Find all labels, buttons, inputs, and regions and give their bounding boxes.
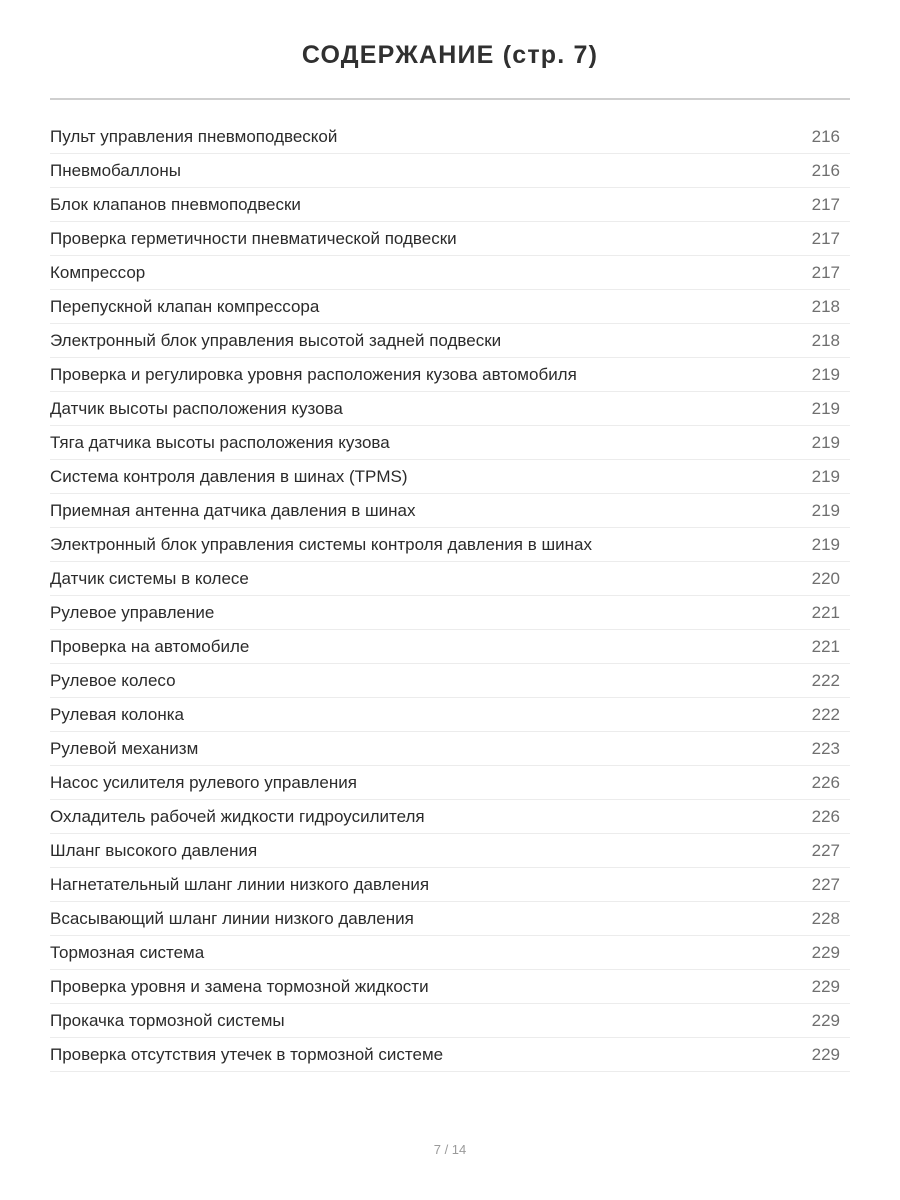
toc-entry-page: 229 [811, 1011, 840, 1030]
toc-entry-title: Рулевой механизм [50, 739, 199, 758]
toc-entry[interactable] [50, 732, 850, 766]
toc-entry-title: Перепускной клапан компрессора [50, 297, 320, 316]
toc-entry[interactable] [50, 358, 850, 392]
toc-entry[interactable] [50, 698, 850, 732]
toc-entry[interactable] [50, 392, 850, 426]
toc-entry-page: 226 [811, 773, 840, 792]
title-divider [50, 98, 850, 100]
toc-entry[interactable] [50, 494, 850, 528]
toc-entry-title: Проверка и регулировка уровня расположения кузова автомобиля [50, 365, 577, 384]
toc-entry[interactable] [50, 630, 850, 664]
toc-entry-page: 218 [811, 331, 840, 350]
toc-entry-title: Проверка на автомобиле [50, 637, 250, 656]
toc-entry[interactable] [50, 1038, 850, 1072]
toc-entry-page: 223 [811, 739, 840, 758]
toc-entry[interactable] [50, 426, 850, 460]
toc-entry-page: 222 [811, 671, 840, 690]
toc-entry-title: Система контроля давления в шинах (TPMS) [50, 467, 408, 486]
toc-entry-title: Блок клапанов пневмоподвески [50, 195, 301, 214]
toc-entry-title: Нагнетательный шланг линии низкого давления [50, 875, 430, 894]
toc-entry[interactable] [50, 1004, 850, 1038]
toc-entry-page: 220 [811, 569, 840, 588]
toc-entry-page: 222 [811, 705, 840, 724]
toc-entry-page: 229 [811, 977, 840, 996]
toc-entry-page: 227 [811, 875, 840, 894]
toc-entry-page: 219 [811, 399, 840, 418]
page-indicator: 7 / 14 [433, 1142, 467, 1157]
toc-entry[interactable] [50, 766, 850, 800]
toc-entry-page: 229 [811, 943, 840, 962]
toc-entry[interactable] [50, 834, 850, 868]
toc-entry[interactable] [50, 664, 850, 698]
toc-entry-page: 219 [811, 433, 840, 452]
toc-entry-page: 219 [811, 535, 840, 554]
toc-entry-title: Компрессор [50, 263, 146, 282]
toc-entry-page: 229 [811, 1045, 840, 1064]
toc-entry-title: Пневмобаллоны [50, 161, 181, 180]
toc-entry[interactable] [50, 936, 850, 970]
page-title: СОДЕРЖАНИЕ (стр. 7) [301, 41, 599, 69]
toc-entry-page: 216 [811, 161, 840, 180]
toc-entry[interactable] [50, 222, 850, 256]
toc-entry[interactable] [50, 460, 850, 494]
toc-entry-title: Рулевое управление [50, 603, 215, 622]
toc-entry[interactable] [50, 902, 850, 936]
toc-entry[interactable] [50, 188, 850, 222]
toc-entry[interactable] [50, 290, 850, 324]
toc-entry-page: 228 [811, 909, 840, 928]
toc-entry-page: 217 [811, 229, 840, 248]
toc-entry[interactable] [50, 324, 850, 358]
toc-entry-title: Прокачка тормозной системы [50, 1011, 285, 1030]
toc-entry[interactable] [50, 562, 850, 596]
toc-entry-page: 216 [811, 127, 840, 146]
toc-entry-page: 218 [811, 297, 840, 316]
toc-entry[interactable] [50, 800, 850, 834]
toc-entry-page: 221 [811, 603, 840, 622]
toc-entry[interactable] [50, 256, 850, 290]
toc-entry-title: Всасывающий шланг линии низкого давления [50, 909, 414, 928]
toc-entry-title: Шланг высокого давления [50, 841, 258, 860]
toc-entry-title: Датчик системы в колесе [50, 569, 249, 588]
toc-entry-title: Насос усилителя рулевого управления [50, 773, 357, 792]
toc-entry-title: Электронный блок управления системы контроля давления в шинах [50, 535, 592, 554]
toc-entry-page: 226 [811, 807, 840, 826]
toc-entry[interactable] [50, 154, 850, 188]
toc-entry-page: 219 [811, 501, 840, 520]
toc-entry-title: Электронный блок управления высотой задней подвески [50, 331, 502, 350]
toc-entry-title: Проверка герметичности пневматической подвески [50, 229, 457, 248]
toc-entry-title: Рулевое колесо [50, 671, 176, 690]
toc-entry-page: 217 [811, 263, 840, 282]
toc-entry-title: Пульт управления пневмоподвеской [50, 127, 338, 146]
toc-entry[interactable] [50, 868, 850, 902]
toc-entry-title: Проверка отсутствия утечек в тормозной системе [50, 1045, 444, 1064]
toc-entry[interactable] [50, 120, 850, 154]
toc-entry-page: 219 [811, 365, 840, 384]
toc-entry[interactable] [50, 528, 850, 562]
toc-entry-page: 219 [811, 467, 840, 486]
toc-entry-title: Тяга датчика высоты расположения кузова [50, 433, 390, 452]
toc-entry-title: Тормозная система [50, 943, 205, 962]
toc-entry-title: Рулевая колонка [50, 705, 184, 724]
toc-entry[interactable] [50, 970, 850, 1004]
toc-list [50, 120, 850, 1072]
toc-entry-title: Проверка уровня и замена тормозной жидкости [50, 977, 429, 996]
toc-entry-title: Датчик высоты расположения кузова [50, 399, 343, 418]
toc-entry-page: 221 [811, 637, 840, 656]
toc-entry[interactable] [50, 596, 850, 630]
toc-entry-page: 217 [811, 195, 840, 214]
toc-page [50, 0, 850, 1200]
toc-entry-title: Приемная антенна датчика давления в шинах [50, 501, 416, 520]
toc-entry-page: 227 [811, 841, 840, 860]
toc-entry-title: Охладитель рабочей жидкости гидроусилителя [50, 807, 425, 826]
